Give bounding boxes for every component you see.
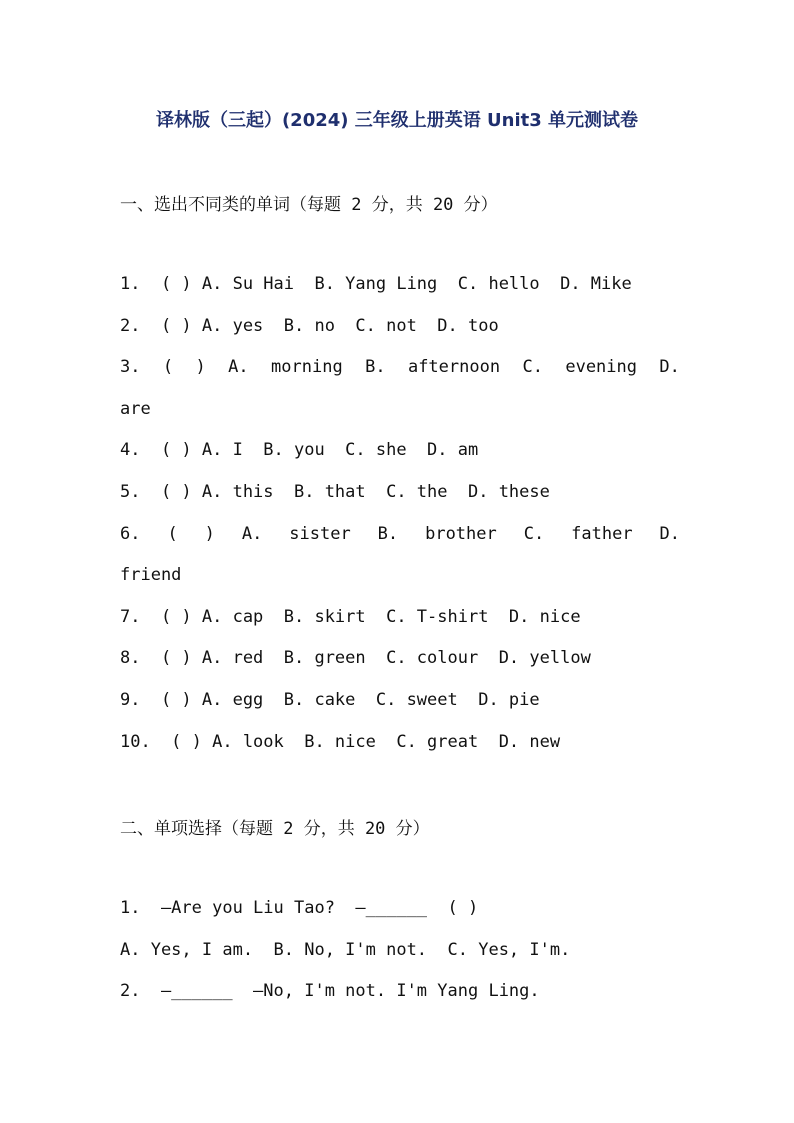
q6-option-a-letter: A. bbox=[241, 524, 263, 544]
question-10: 10. ( ) A. look B. nice C. great D. new bbox=[120, 732, 561, 752]
q3-option-b: afternoon bbox=[407, 357, 501, 377]
question-6 bbox=[120, 524, 680, 544]
q6-paren-open: ( bbox=[167, 524, 178, 544]
q6-option-c: father bbox=[571, 524, 633, 544]
question-2: 2. ( ) A. yes B. no C. not D. too bbox=[120, 316, 499, 336]
section-2-heading: 二、单项选择（每题 2 分，共 20 分） bbox=[120, 819, 430, 839]
q6-option-d-letter: D. bbox=[659, 524, 680, 544]
q6-option-c-letter: C. bbox=[523, 524, 545, 544]
choice-question-2: 2. —______ —No, I'm not. I'm Yang Ling. bbox=[120, 981, 540, 1001]
q3-option-a: morning bbox=[271, 357, 343, 377]
question-6-wrap: friend bbox=[120, 565, 182, 585]
q3-option-c: evening bbox=[565, 357, 637, 377]
q3-option-b-letter: B. bbox=[365, 357, 386, 377]
q3-option-a-letter: A. bbox=[228, 357, 249, 377]
question-7: 7. ( ) A. cap B. skirt C. T-shirt D. nice bbox=[120, 607, 581, 627]
q3-paren-close: ) bbox=[195, 357, 206, 377]
page-title: 译林版（三起）(2024) 三年级上册英语 Unit3 单元测试卷 bbox=[155, 110, 639, 131]
q6-option-b: brother bbox=[425, 524, 497, 544]
choice-question-1-options: A. Yes, I am. B. No, I'm not. C. Yes, I'm. bbox=[120, 940, 571, 960]
question-9: 9. ( ) A. egg B. cake C. sweet D. pie bbox=[120, 690, 540, 710]
q3-number: 3. bbox=[120, 357, 141, 377]
q6-option-b-letter: B. bbox=[377, 524, 399, 544]
question-3 bbox=[120, 357, 680, 377]
question-1: 1. ( ) A. Su Hai B. Yang Ling C. hello D. Mike bbox=[120, 274, 632, 294]
q3-paren-open: ( bbox=[162, 357, 174, 377]
q6-number: 6. bbox=[120, 524, 141, 544]
question-8: 8. ( ) A. red B. green C. colour D. yellow bbox=[120, 648, 591, 668]
choice-question-1: 1. —Are you Liu Tao? —______ ( ) bbox=[120, 898, 479, 918]
q3-option-c-letter: C. bbox=[522, 357, 543, 377]
question-5: 5. ( ) A. this B. that C. the D. these bbox=[120, 482, 550, 502]
question-3-wrap: are bbox=[120, 399, 151, 419]
section-1-heading: 一、选出不同类的单词（每题 2 分，共 20 分） bbox=[120, 195, 498, 215]
q6-paren-close: ) bbox=[204, 524, 215, 544]
q3-option-d-letter: D. bbox=[659, 357, 680, 377]
q6-option-a: sister bbox=[289, 524, 351, 544]
question-4: 4. ( ) A. I B. you C. she D. am bbox=[120, 440, 479, 460]
